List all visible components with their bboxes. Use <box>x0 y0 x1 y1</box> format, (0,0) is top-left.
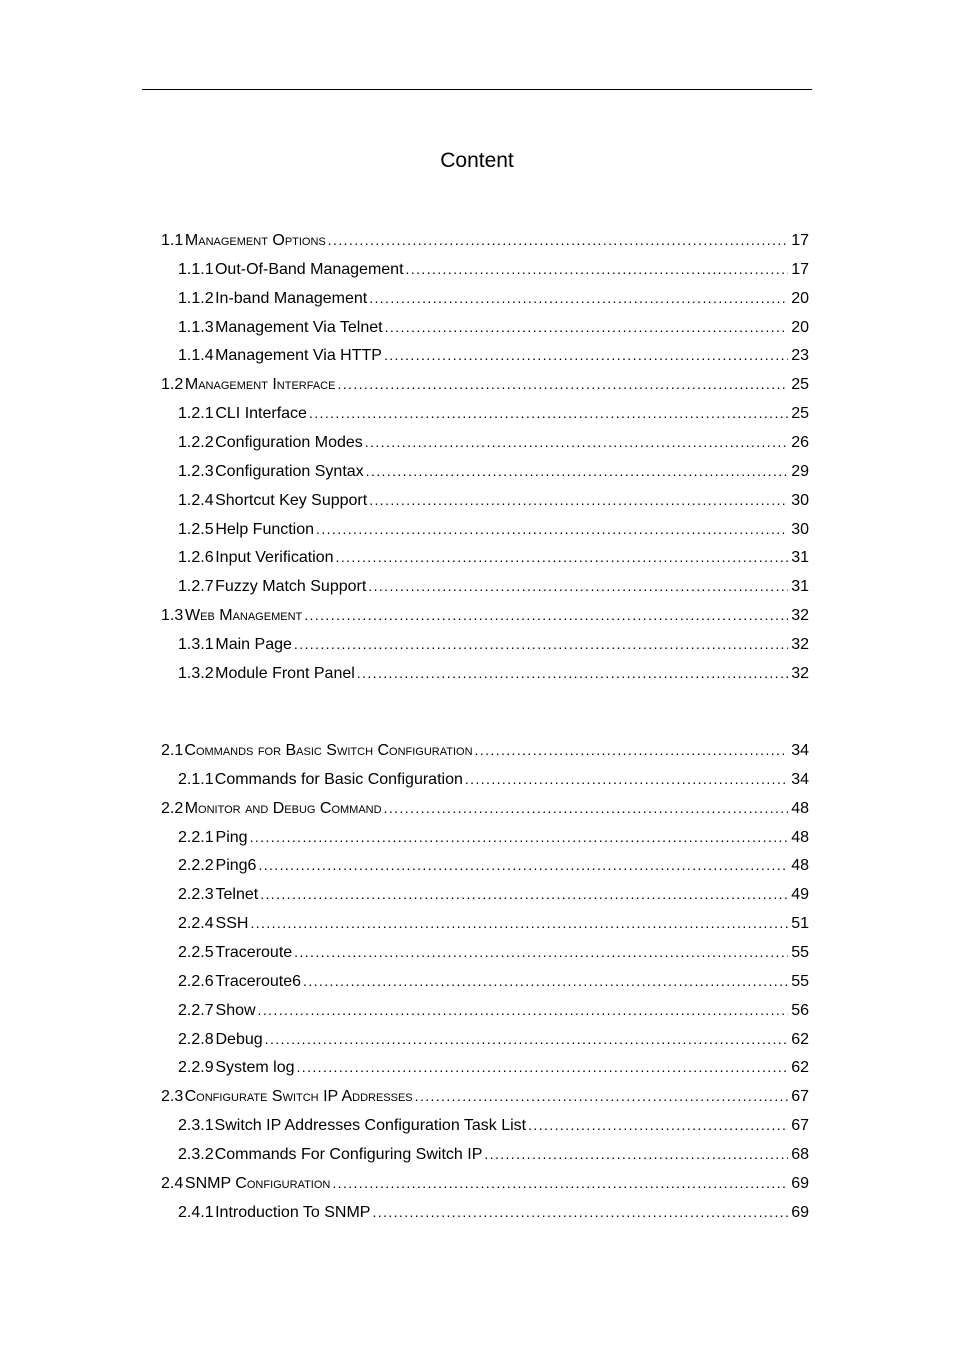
toc-entry[interactable] <box>161 967 809 996</box>
toc-entry[interactable] <box>161 659 809 688</box>
toc-entry[interactable] <box>161 515 809 544</box>
toc-entry-title: Management Interface <box>184 376 336 394</box>
toc-entry-number: 1.1.2 <box>178 289 214 307</box>
toc-entry-title: Ping6 <box>215 857 257 875</box>
toc-entry-page-number: 56 <box>791 1001 809 1019</box>
toc-entry-title: Configuration Syntax <box>215 462 364 480</box>
toc-dot-leader <box>368 572 788 601</box>
toc-entry-title: Management Options <box>184 232 326 249</box>
toc-entry-number: 1.1 <box>161 232 184 249</box>
toc-entry-title: Configurate Switch IP Addresses <box>184 1088 413 1106</box>
toc-entry-title: Fuzzy Match Support <box>215 578 367 596</box>
toc-entry-title: Introduction To SNMP <box>215 1203 371 1221</box>
toc-dot-leader <box>365 428 788 457</box>
toc-entry-number: 2.1.1 <box>178 770 214 788</box>
toc-entry-page-number: 55 <box>791 944 809 962</box>
toc-dot-leader <box>484 1140 788 1169</box>
toc-dot-leader <box>366 457 789 486</box>
toc-entry-page-number: 32 <box>791 636 809 654</box>
toc-entry-page-number: 29 <box>791 462 809 480</box>
toc-entry[interactable] <box>161 341 809 370</box>
toc-entry-page-number: 62 <box>791 1030 809 1048</box>
toc-entry-number: 2.2.8 <box>178 1030 214 1048</box>
toc-entry[interactable] <box>161 1198 809 1227</box>
toc-entry[interactable] <box>161 399 809 428</box>
toc-entry-number: 1.3.1 <box>178 636 214 654</box>
toc-entry[interactable] <box>161 457 809 486</box>
toc-entry-title: Management Via HTTP <box>215 347 382 365</box>
toc-dot-leader <box>250 823 789 852</box>
toc-entry-number: 1.2.3 <box>178 462 214 480</box>
toc-dot-leader <box>265 1025 789 1054</box>
toc-entry[interactable] <box>161 1082 809 1111</box>
toc-dot-leader <box>328 226 788 255</box>
toc-entry[interactable] <box>161 765 809 794</box>
toc-entry-number: 1.3.2 <box>178 664 214 682</box>
toc-entry-number: 1.2.5 <box>178 520 214 538</box>
toc-entry-number: 2.3.1 <box>178 1117 214 1135</box>
toc-entry[interactable] <box>161 428 809 457</box>
toc-entry-number: 1.2.4 <box>178 491 214 509</box>
toc-entry-number: 1.2 <box>161 376 184 394</box>
toc-dot-leader <box>250 909 788 938</box>
toc-entry-title: Out-Of-Band Management <box>214 260 404 278</box>
toc-entry-title: Main Page <box>215 636 292 654</box>
toc-entry[interactable] <box>161 601 809 630</box>
toc-dot-leader <box>332 1169 788 1198</box>
toc-dot-leader <box>260 880 788 909</box>
toc-entry-title: Commands for Basic Configuration <box>214 770 463 788</box>
toc-entry-page-number: 34 <box>791 742 809 759</box>
toc-entry-title: Ping <box>215 828 248 846</box>
toc-entry-title: System log <box>215 1059 295 1077</box>
toc-dot-leader <box>309 399 788 428</box>
toc-entry-title: Traceroute <box>215 944 293 962</box>
toc-entry-title: In-band Management <box>215 289 368 307</box>
toc-entry-title: Module Front Panel <box>215 664 355 682</box>
toc-entry-page-number: 20 <box>791 318 809 336</box>
toc-entry-page-number: 49 <box>791 886 809 904</box>
toc-entry-number: 2.4 <box>161 1174 184 1192</box>
toc-entry-title: Show <box>215 1001 256 1019</box>
toc-entry-page-number: 67 <box>791 1117 809 1135</box>
toc-entry[interactable] <box>161 1169 809 1198</box>
toc-dot-leader <box>369 284 788 313</box>
toc-entry[interactable] <box>161 486 809 515</box>
toc-dot-leader <box>384 341 788 370</box>
toc-entry-page-number: 31 <box>791 578 809 596</box>
toc-dot-leader <box>465 765 788 794</box>
toc-entry[interactable] <box>161 226 809 255</box>
toc-entry[interactable] <box>161 794 809 823</box>
toc-entry-page-number: 55 <box>791 972 809 990</box>
toc-dot-leader <box>337 370 788 399</box>
toc-entry[interactable] <box>161 370 809 399</box>
toc-entry-page-number: 51 <box>791 915 809 933</box>
toc-entry-page-number: 26 <box>791 434 809 452</box>
toc-entry[interactable] <box>161 543 809 572</box>
toc-entry-page-number: 34 <box>791 770 809 788</box>
toc-entry-page-number: 30 <box>791 491 809 509</box>
toc-entry-number: 1.1.4 <box>178 347 214 365</box>
toc-entry-page-number: 25 <box>791 376 809 394</box>
toc-dot-leader <box>415 1082 789 1111</box>
toc-entry-number: 1.2.2 <box>178 434 214 452</box>
toc-entry-title: Shortcut Key Support <box>215 491 368 509</box>
toc-entry-number: 1.2.6 <box>178 549 214 567</box>
toc-entry-page-number: 48 <box>791 799 809 817</box>
toc-entry-page-number: 20 <box>791 289 809 307</box>
toc-entry-page-number: 32 <box>791 607 809 625</box>
toc-dot-leader <box>304 601 788 630</box>
toc-dot-leader <box>406 255 789 284</box>
toc-entry-number: 2.2.7 <box>178 1001 214 1019</box>
toc-entry-title: Debug <box>215 1030 263 1048</box>
toc-entry[interactable] <box>161 996 809 1025</box>
toc-dot-leader <box>369 486 788 515</box>
toc-entry-title: Web Management <box>185 607 303 625</box>
toc-entry[interactable] <box>161 284 809 313</box>
toc-dot-leader <box>528 1111 788 1140</box>
header-rule <box>142 89 812 90</box>
toc-dot-leader <box>475 736 789 765</box>
toc-entry-page-number: 17 <box>791 232 809 249</box>
toc-dot-leader <box>385 313 789 342</box>
toc-entry[interactable] <box>161 572 809 601</box>
toc-dot-leader <box>384 794 789 823</box>
toc-entry-title: Management Via Telnet <box>215 318 383 336</box>
toc-entry-title: Commands For Configuring Switch IP <box>214 1146 483 1164</box>
toc-entry-title: SNMP Configuration <box>184 1174 331 1192</box>
toc-section <box>161 226 809 688</box>
toc-entry[interactable] <box>161 1053 809 1082</box>
toc-entry-title: SSH <box>215 915 249 933</box>
toc-entry[interactable] <box>161 1111 809 1140</box>
toc-entry-number: 1.2.1 <box>178 405 214 423</box>
toc-entry-title: Commands for Basic Switch Configuration <box>184 742 473 759</box>
toc-entry-title: Monitor and Debug Command <box>184 799 382 817</box>
toc-dot-leader <box>316 515 788 544</box>
toc-dot-leader <box>294 938 788 967</box>
toc-dot-leader <box>258 996 789 1025</box>
toc-section <box>161 736 809 1227</box>
toc-dot-leader <box>258 851 788 880</box>
toc-dot-leader <box>336 543 789 572</box>
toc-entry-number: 1.2.7 <box>178 578 214 596</box>
toc-entry-number: 2.2.6 <box>178 972 214 990</box>
toc-entry-page-number: 69 <box>791 1174 809 1192</box>
toc-entry[interactable] <box>161 630 809 659</box>
toc-entry-title: Help Function <box>215 520 315 538</box>
page-title: Content <box>440 149 514 172</box>
toc-entry[interactable] <box>161 1025 809 1054</box>
toc-entry-title: Traceroute6 <box>215 972 302 990</box>
toc-entry[interactable] <box>161 880 809 909</box>
toc-entry[interactable] <box>161 736 809 765</box>
toc-dot-leader <box>372 1198 788 1227</box>
toc-entry-number: 2.2.9 <box>178 1059 214 1077</box>
toc-entry-number: 2.3 <box>161 1088 184 1106</box>
toc-entry-number: 2.2 <box>161 799 184 817</box>
toc-entry[interactable] <box>161 313 809 342</box>
toc-entry[interactable] <box>161 938 809 967</box>
toc-entry[interactable] <box>161 255 809 284</box>
toc-entry-page-number: 17 <box>791 260 809 278</box>
toc-entry-number: 2.3.2 <box>178 1146 214 1164</box>
toc-entry[interactable] <box>161 851 809 880</box>
toc-entry-page-number: 62 <box>791 1059 809 1077</box>
toc-dot-leader <box>357 659 788 688</box>
toc-entry-number: 1.1.3 <box>178 318 214 336</box>
toc-entry-number: 2.2.4 <box>178 915 214 933</box>
toc-entry-page-number: 30 <box>791 520 809 538</box>
toc-dot-leader <box>294 630 788 659</box>
toc-entry-number: 2.2.1 <box>178 828 214 846</box>
toc-entry-number: 2.2.5 <box>178 944 214 962</box>
toc-entry-page-number: 67 <box>791 1088 809 1106</box>
toc-entry-title: Configuration Modes <box>215 434 363 452</box>
toc-entry-number: 1.3 <box>161 607 184 625</box>
toc-entry-title: CLI Interface <box>215 405 307 423</box>
toc-entry-number: 1.1.1 <box>178 260 214 278</box>
toc-entry-number: 2.4.1 <box>178 1203 214 1221</box>
toc-entry-page-number: 32 <box>791 664 809 682</box>
toc-entry-title: Switch IP Addresses Configuration Task List <box>214 1117 527 1135</box>
toc-entry-number: 2.1 <box>161 742 184 759</box>
toc-entry-page-number: 25 <box>791 405 809 423</box>
toc-entry-title: Telnet <box>215 886 259 904</box>
toc-entry-title: Input Verification <box>215 549 334 567</box>
toc-entry-page-number: 68 <box>791 1146 809 1164</box>
toc-entry[interactable] <box>161 909 809 938</box>
toc-entry[interactable] <box>161 1140 809 1169</box>
toc-entry-number: 2.2.2 <box>178 857 214 875</box>
toc-entry-page-number: 48 <box>791 857 809 875</box>
toc-dot-leader <box>303 967 788 996</box>
toc-entry[interactable] <box>161 823 809 852</box>
toc-entry-page-number: 69 <box>791 1203 809 1221</box>
toc-entry-number: 2.2.3 <box>178 886 214 904</box>
toc-dot-leader <box>297 1053 789 1082</box>
toc-entry-page-number: 31 <box>791 549 809 567</box>
toc-entry-page-number: 23 <box>791 347 809 365</box>
toc-entry-page-number: 48 <box>791 828 809 846</box>
